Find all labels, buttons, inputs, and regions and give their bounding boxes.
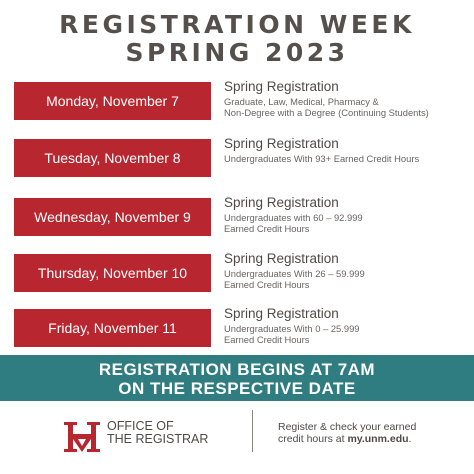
day-label: Tuesday, November 8: [14, 139, 211, 177]
info-title: Spring Registration: [224, 136, 339, 151]
schedule-info: [224, 306, 464, 345]
schedule-info: [224, 195, 464, 234]
office-line-1: OFFICE OF: [107, 419, 174, 433]
info-description: Undergraduates With 26 – 59.999 Earned Credit Hours: [224, 268, 365, 290]
schedule-row-tuesday: [14, 136, 460, 177]
schedule-row-friday: [14, 306, 460, 347]
schedule-info: [224, 79, 464, 118]
schedule-row-monday: [14, 79, 460, 120]
schedule-row-thursday: [14, 251, 460, 292]
page-title-line-1: REGISTRATION WEEK: [59, 10, 415, 39]
page-title-line-2: SPRING 2023: [125, 38, 349, 67]
day-label: Thursday, November 10: [14, 254, 211, 292]
unm-link[interactable]: my.unm.edu: [347, 433, 409, 445]
info-title: Spring Registration: [224, 195, 339, 210]
cta-prefix: credit hours at: [278, 433, 348, 445]
registration-time-banner: [0, 355, 474, 401]
registration-cta: [278, 421, 416, 445]
banner-line-1: REGISTRATION BEGINS AT 7AM: [98, 360, 376, 379]
info-title: Spring Registration: [224, 306, 339, 321]
office-name: [107, 420, 208, 446]
info-title: Spring Registration: [224, 79, 339, 94]
footer-divider: [252, 410, 253, 452]
banner-line-2: ON THE RESPECTIVE DATE: [118, 379, 356, 398]
cta-suffix: .: [408, 433, 412, 445]
day-label: Wednesday, November 9: [14, 198, 211, 236]
schedule-row-wednesday: [14, 195, 460, 236]
info-description: Undergraduates with 60 – 92.999 Earned Credit Hours: [224, 212, 363, 234]
footer: [0, 401, 474, 474]
info-title: Spring Registration: [224, 251, 339, 266]
office-line-2: THE REGISTRAR: [107, 432, 209, 446]
day-label: Friday, November 11: [14, 309, 211, 347]
info-description: Undergraduates With 0 – 25.999 Earned Credit Hours: [224, 323, 360, 345]
info-description: Undergraduates With 93+ Earned Credit Hours: [224, 153, 420, 164]
unm-logo-icon: [62, 419, 102, 453]
day-label: Monday, November 7: [14, 82, 211, 120]
schedule-info: [224, 251, 464, 290]
info-description: Graduate, Law, Medical, Pharmacy & Non-Degree with a Degree (Continuing Students): [224, 96, 429, 118]
cta-line-1: Register & check your earned: [278, 421, 417, 433]
schedule-info: [224, 136, 464, 164]
cta-line-2: [278, 433, 416, 445]
